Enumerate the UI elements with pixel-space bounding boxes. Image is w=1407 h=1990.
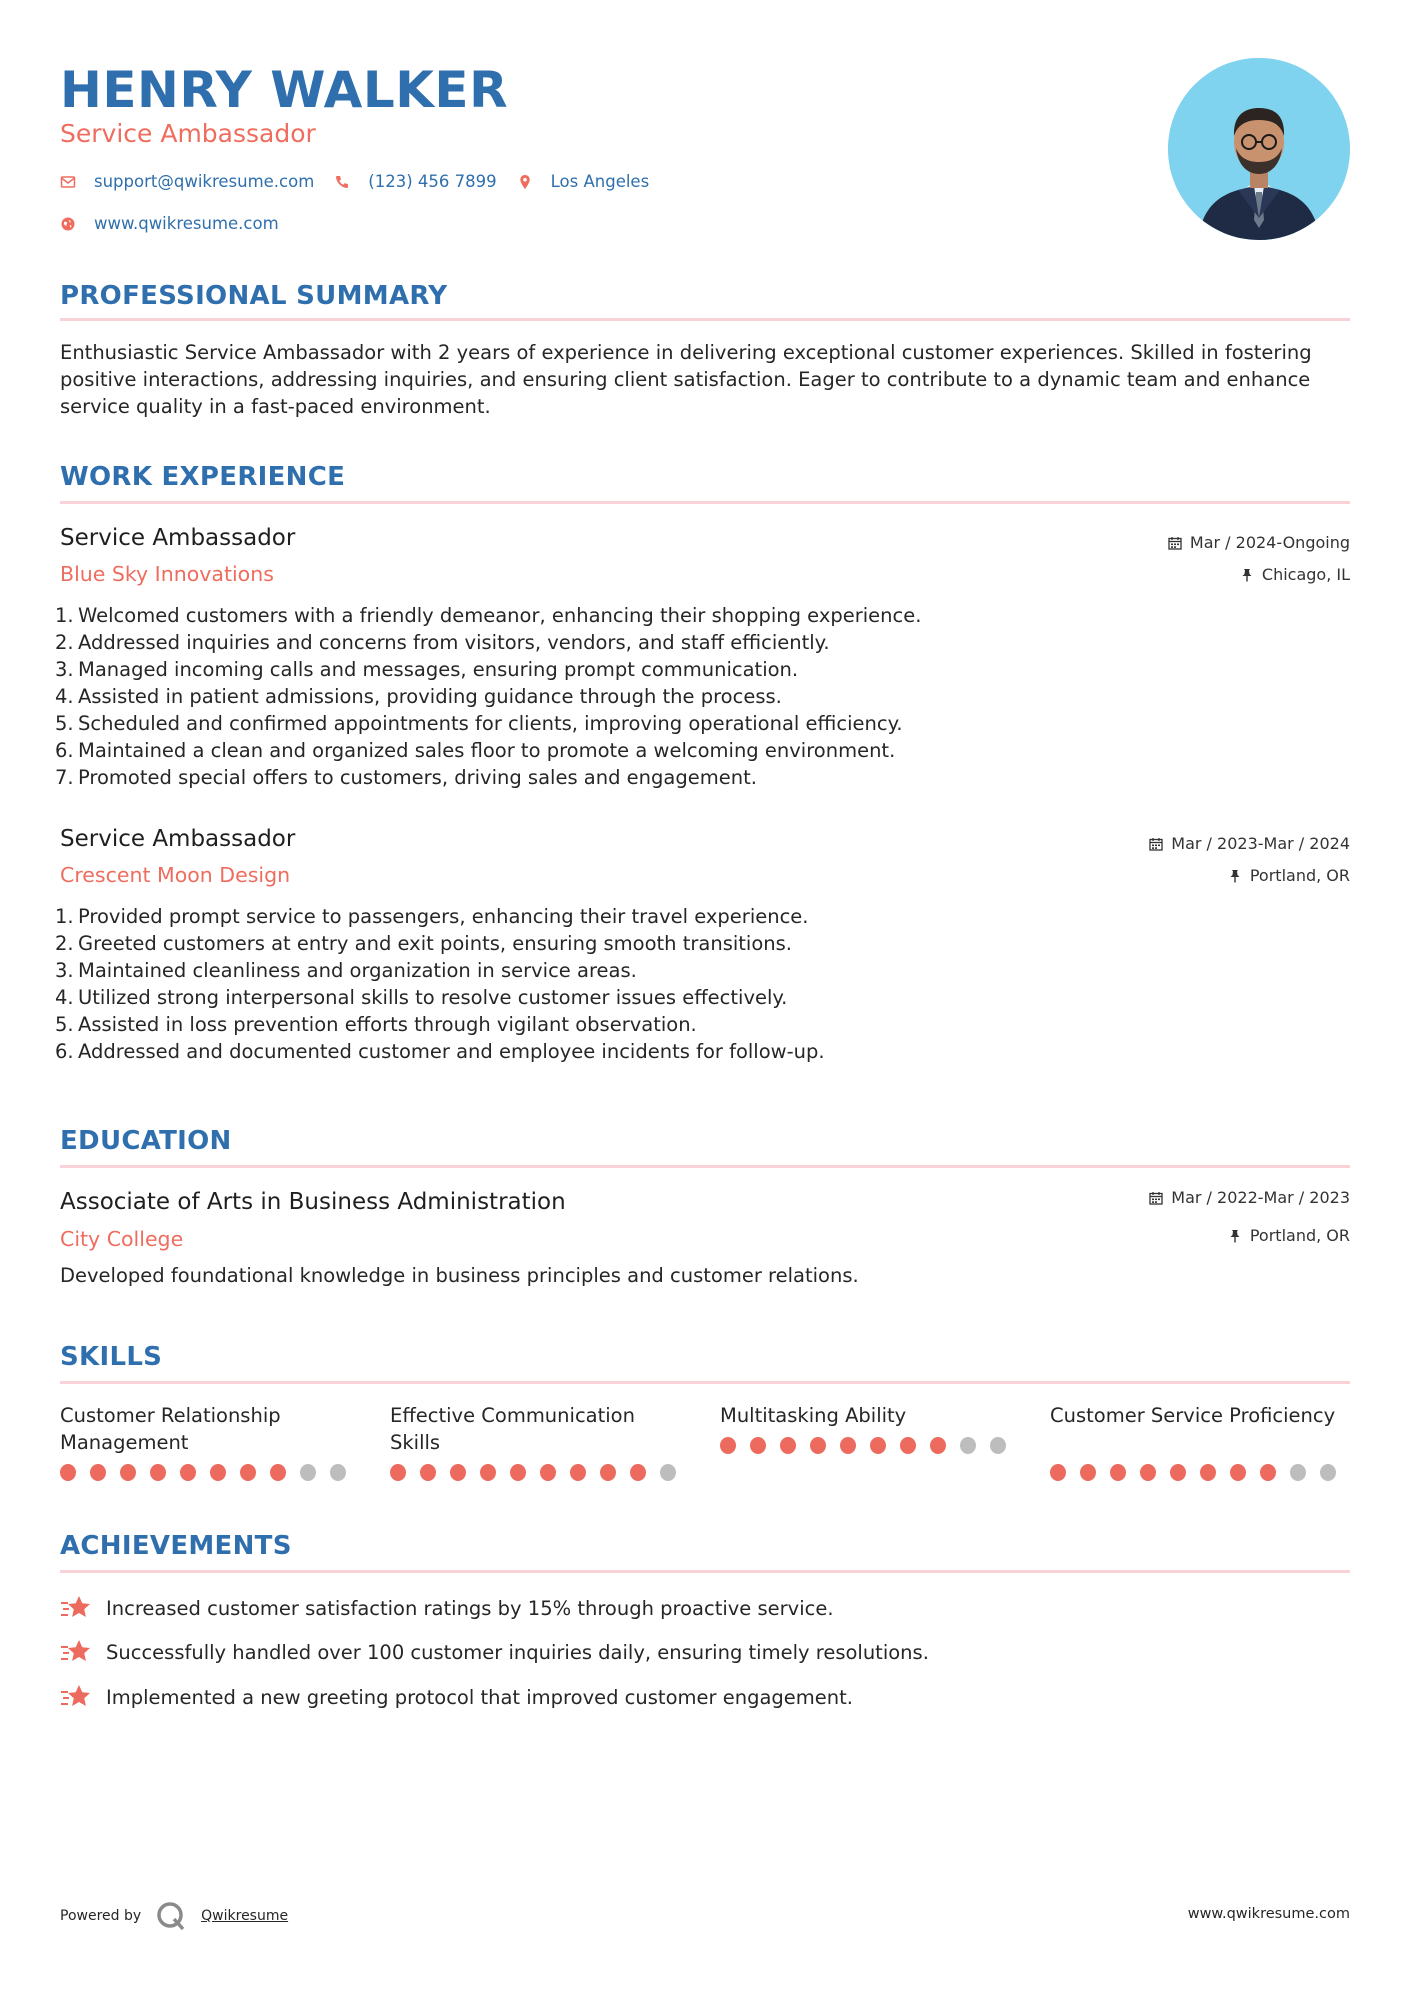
job-dates — [1149, 833, 1350, 855]
education-location-text: Portland, OR — [1249, 1226, 1350, 1245]
skill-item — [1050, 1402, 1350, 1481]
brand-link[interactable]: Qwikresume — [201, 1908, 289, 1924]
job-dates-text: Mar / 2024-Ongoing — [1189, 533, 1350, 552]
contact-row — [60, 172, 669, 191]
envelope-icon — [60, 174, 76, 190]
contact-email[interactable] — [60, 172, 314, 191]
pushpin-icon — [1240, 568, 1254, 582]
skill-dot-filled — [1080, 1464, 1096, 1481]
skill-rating — [720, 1437, 1020, 1454]
skill-dot-filled — [780, 1437, 796, 1454]
resume-page — [55, 0, 1350, 1990]
skill-name: Customer Service Proficiency — [1050, 1404, 1336, 1427]
skill-dot-empty — [960, 1437, 976, 1454]
skill-dot-filled — [1050, 1464, 1066, 1481]
section-divider — [60, 501, 1350, 504]
education-description: Developed foundational knowledge in business principles and customer relations. — [60, 1264, 859, 1287]
list-item: 1. Welcomed customers with a friendly demeanor, enhancing their shopping experience. — [55, 604, 922, 627]
skill-dot-filled — [60, 1464, 76, 1481]
list-item: 3. Managed incoming calls and messages, ensuring prompt communication. — [55, 658, 799, 681]
skill-dot-empty — [990, 1437, 1006, 1454]
contact-row-website — [60, 214, 299, 233]
skill-dot-empty — [330, 1464, 346, 1481]
skill-dot-filled — [420, 1464, 436, 1481]
skill-dot-filled — [510, 1464, 526, 1481]
skill-dot-filled — [870, 1437, 886, 1454]
pushpin-icon — [1228, 1229, 1242, 1243]
skill-rating — [1050, 1464, 1350, 1481]
list-item: 4. Assisted in patient admissions, providing guidance through the process. — [55, 685, 782, 708]
skill-dot-filled — [840, 1437, 856, 1454]
list-item: 6. Maintained a clean and organized sales floor to promote a welcoming environment. — [55, 739, 896, 762]
skill-name: Multitasking Ability — [720, 1404, 907, 1427]
section-divider — [60, 1570, 1350, 1573]
skill-dot-filled — [630, 1464, 646, 1481]
star-icon — [60, 1638, 92, 1666]
calendar-icon — [1168, 536, 1182, 550]
calendar-icon — [1149, 837, 1163, 851]
skill-dot-filled — [1140, 1464, 1156, 1481]
degree-title: Associate of Arts in Business Administration — [60, 1189, 566, 1215]
star-icon — [60, 1594, 92, 1622]
achievement-text: Increased customer satisfaction ratings by 15% through proactive service. — [106, 1596, 834, 1620]
list-item: 7. Promoted special offers to customers, driving sales and engagement. — [55, 766, 757, 789]
skill-dot-filled — [720, 1437, 736, 1454]
list-item: 3. Maintained cleanliness and organization in service areas. — [55, 959, 637, 982]
skill-item — [60, 1402, 360, 1481]
section-title-experience: WORK EXPERIENCE — [60, 462, 346, 492]
skill-rating — [390, 1464, 690, 1481]
job-title: Service Ambassador — [60, 826, 296, 852]
skill-dot-filled — [270, 1464, 286, 1481]
skill-dot-filled — [900, 1437, 916, 1454]
powered-by-label: Powered by — [60, 1908, 142, 1924]
list-item: 5. Assisted in loss prevention efforts through vigilant observation. — [55, 1013, 697, 1036]
location-text: Los Angeles — [550, 172, 650, 191]
list-item: 6. Addressed and documented customer and employee incidents for follow-up. — [55, 1040, 825, 1063]
company-name: Crescent Moon Design — [60, 863, 291, 887]
education-dates — [1149, 1187, 1350, 1209]
education-dates-text: Mar / 2022-Mar / 2023 — [1171, 1188, 1350, 1207]
achievement-item — [60, 1594, 834, 1622]
skill-dot-filled — [1200, 1464, 1216, 1481]
section-divider — [60, 318, 1350, 321]
skill-dot-filled — [750, 1437, 766, 1454]
skill-dot-filled — [120, 1464, 136, 1481]
section-divider — [60, 1165, 1350, 1168]
phone-text: (123) 456 7899 — [368, 172, 497, 191]
job-bullets — [55, 903, 1345, 1065]
job-dates-text: Mar / 2023-Mar / 2024 — [1171, 834, 1350, 853]
qwikresume-logo-icon — [155, 1900, 187, 1932]
profile-photo — [1168, 58, 1350, 240]
skill-item — [390, 1402, 690, 1481]
list-item: 4. Utilized strong interpersonal skills to resolve customer issues effectively. — [55, 986, 788, 1009]
achievement-text: Successfully handled over 100 customer inquiries daily, ensuring timely resolutions. — [106, 1640, 929, 1664]
contact-website[interactable] — [60, 214, 279, 233]
skill-name: Customer Relationship Management — [60, 1404, 281, 1454]
list-item: 2. Addressed inquiries and concerns from visitors, vendors, and staff efficiently. — [55, 631, 830, 654]
skill-dot-empty — [1290, 1464, 1306, 1481]
achievement-text: Implemented a new greeting protocol that improved customer engagement. — [106, 1685, 853, 1709]
skill-dot-filled — [450, 1464, 466, 1481]
skill-dot-filled — [600, 1464, 616, 1481]
skill-dot-empty — [300, 1464, 316, 1481]
section-title-skills: SKILLS — [60, 1342, 163, 1372]
skill-dot-filled — [390, 1464, 406, 1481]
company-name: Blue Sky Innovations — [60, 562, 274, 586]
list-item: 1. Provided prompt service to passengers, enhancing their travel experience. — [55, 905, 809, 928]
education-location — [1228, 1225, 1350, 1247]
skill-dot-filled — [570, 1464, 586, 1481]
pushpin-icon — [1228, 869, 1242, 883]
list-item: 5. Scheduled and confirmed appointments for clients, improving operational efficiency. — [55, 712, 903, 735]
section-title-education: EDUCATION — [60, 1126, 232, 1156]
map-pin-icon — [517, 174, 533, 190]
job-title: Service Ambassador — [60, 525, 296, 551]
job-bullets — [55, 602, 1345, 791]
calendar-icon — [1149, 1191, 1163, 1205]
website-text: www.qwikresume.com — [94, 214, 279, 233]
candidate-title: Service Ambassador — [60, 119, 316, 148]
phone-icon — [334, 174, 350, 190]
skill-dot-filled — [240, 1464, 256, 1481]
school-name: City College — [60, 1227, 184, 1251]
skill-dot-filled — [150, 1464, 166, 1481]
contact-phone[interactable] — [334, 172, 496, 191]
job-dates — [1168, 532, 1350, 554]
job-location-text: Portland, OR — [1249, 866, 1350, 885]
footer-website[interactable]: www.qwikresume.com — [1187, 1906, 1350, 1922]
job-location — [1228, 865, 1350, 887]
email-text: support@qwikresume.com — [94, 172, 315, 191]
contact-location — [517, 172, 650, 191]
skill-dot-filled — [480, 1464, 496, 1481]
skill-name: Effective Communication Skills — [390, 1404, 635, 1454]
skill-dot-empty — [660, 1464, 676, 1481]
list-item: 2. Greeted customers at entry and exit points, ensuring smooth transitions. — [55, 932, 792, 955]
skill-item — [720, 1402, 1020, 1454]
section-divider — [60, 1381, 1350, 1384]
skill-dot-filled — [540, 1464, 556, 1481]
skill-dot-filled — [1260, 1464, 1276, 1481]
section-title-summary: PROFESSIONAL SUMMARY — [60, 281, 448, 311]
skill-rating — [60, 1464, 360, 1481]
job-location-text: Chicago, IL — [1261, 565, 1350, 584]
skill-dot-filled — [930, 1437, 946, 1454]
skill-dot-filled — [210, 1464, 226, 1481]
skill-dot-filled — [1170, 1464, 1186, 1481]
globe-icon — [60, 216, 76, 232]
skill-dot-filled — [1110, 1464, 1126, 1481]
skill-dot-filled — [180, 1464, 196, 1481]
summary-text: Enthusiastic Service Ambassador with 2 years of experience in delivering exceptional customer experiences. Skilled in fostering positive interactions, addressing inquiries, and ensuring client satisfaction. Eager to contribute to a dynamic team and enhance service quality in a fast-paced environment. — [60, 341, 1312, 418]
skill-dot-filled — [90, 1464, 106, 1481]
achievement-item — [60, 1683, 853, 1711]
footer-powered-by — [60, 1900, 288, 1932]
job-location — [1240, 564, 1350, 586]
achievement-item — [60, 1638, 929, 1666]
skill-dot-filled — [810, 1437, 826, 1454]
skill-dot-filled — [1230, 1464, 1246, 1481]
candidate-name: HENRY WALKER — [60, 61, 509, 119]
skill-dot-empty — [1320, 1464, 1336, 1481]
star-icon — [60, 1683, 92, 1711]
section-title-achievements: ACHIEVEMENTS — [60, 1531, 292, 1561]
